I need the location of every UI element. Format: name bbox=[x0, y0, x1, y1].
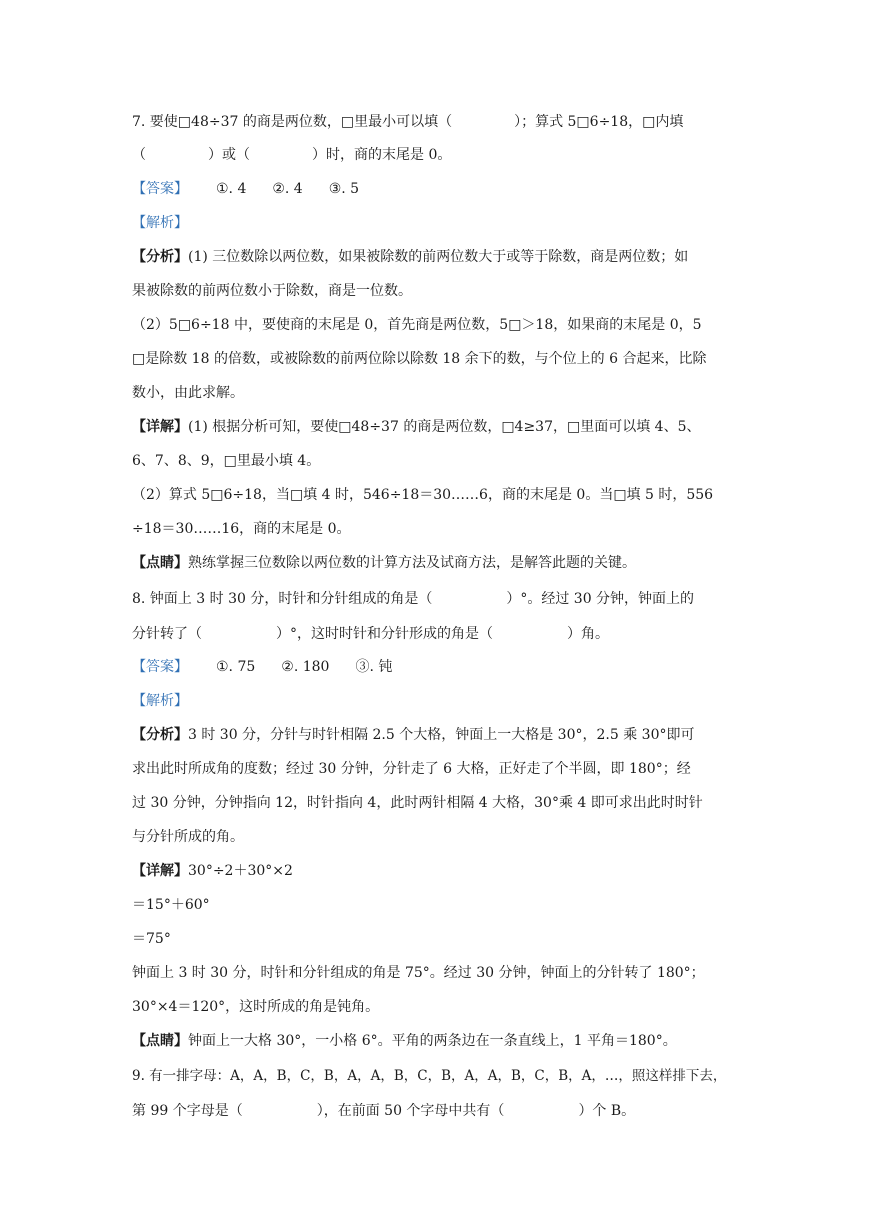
q8-stem-line-1: 8. 钟面上 3 时 30 分，时针和分针组成的角是（ ）°。经过 30 分钟，钟面上的 bbox=[132, 591, 695, 607]
q8-xiangjie-line-2: ＝15°＋60° bbox=[132, 897, 210, 913]
q8-xiangjie-line-4: 钟面上 3 时 30 分，时针和分针组成的角是 75°。经过 30 分钟，钟面上的分针转了 180°； bbox=[132, 965, 705, 981]
q8-xiangjie-line-3: ＝75° bbox=[132, 931, 171, 947]
q8-stem-line-2: 分针转了（ ）°，这时时针和分针形成的角是（ ）角。 bbox=[132, 626, 609, 642]
answer-label: 【答案】 bbox=[132, 181, 188, 197]
q7-xiangjie-line-2: 6、7、8、9，□里最小填 4。 bbox=[132, 453, 321, 469]
q7-stem-line-2: （ ）或（ ）时，商的末尾是 0。 bbox=[132, 147, 452, 163]
q8-xiangjie-line-1: 【详解】30°÷2＋30°×2 bbox=[132, 863, 293, 879]
q8-fenxi-line-1: 【分析】3 时 30 分，分针与时针相隔 2.5 个大格，钟面上一大格是 30°，2.5 乘 30°即可 bbox=[132, 727, 695, 743]
q8-fenxi-line-4: 与分针所成的角。 bbox=[132, 829, 244, 845]
q7-fenxi-line-3: （2）5□6÷18 中，要使商的末尾是 0，首先商是两位数，5□＞18，如果商的末尾是 0，5 bbox=[132, 317, 702, 333]
q7-xiangjie-line-4: ÷18＝30……16，商的末尾是 0。 bbox=[132, 521, 351, 537]
answer-label: 【答案】 bbox=[132, 659, 188, 675]
q7-xiangjie-line-3: （2）算式 5□6÷18，当□填 4 时，546÷18＝30……6，商的末尾是 0。当□填 5 时，556 bbox=[132, 487, 714, 503]
fenxi-tag: 【分析】 bbox=[132, 249, 188, 265]
fenxi-tag: 【分析】 bbox=[132, 727, 188, 743]
q7-analysis-label: 【解析】 bbox=[132, 215, 188, 231]
xiangjie-tag: 【详解】 bbox=[132, 863, 188, 879]
q9-stem-line-1: 9. 有一排字母：A，A，B，C，B，A，A，B，C，B，A，A，B，C，B，A，…，照这样排下去， bbox=[132, 1068, 727, 1084]
q9-stem-line-2: 第 99 个字母是（ ），在前面 50 个字母中共有（ ）个 B。 bbox=[132, 1103, 636, 1119]
q8-answer: 【答案】 ①. 75 ②. 180 ③. 钝 bbox=[132, 659, 393, 675]
q7-fenxi-line-2: 果被除数的前两位数小于除数，商是一位数。 bbox=[132, 283, 412, 299]
q7-xiangjie-line-1: 【详解】(1) 根据分析可知，要使□48÷37 的商是两位数，□4≥37，□里面可以填 4、5、 bbox=[132, 419, 701, 435]
q7-answer: 【答案】 ①. 4 ②. 4 ③. 5 bbox=[132, 181, 360, 197]
q8-dianjing: 【点睛】钟面上一大格 30°，一小格 6°。平角的两条边在一条直线上，1 平角＝180°。 bbox=[132, 1033, 677, 1049]
q8-analysis-label: 【解析】 bbox=[132, 693, 188, 709]
dianjing-tag: 【点睛】 bbox=[132, 555, 188, 571]
q8-fenxi-line-3: 过 30 分钟，分钟指向 12，时针指向 4，此时两针相隔 4 大格，30°乘 4 即可求出此时时针 bbox=[132, 795, 703, 811]
q8-xiangjie-line-5: 30°×4＝120°，这时所成的角是钝角。 bbox=[132, 999, 380, 1015]
q8-fenxi-line-2: 求出此时所成角的度数；经过 30 分钟，分针走了 6 大格，正好走了个半圆，即 180°；经 bbox=[132, 761, 691, 777]
q7-dianjing: 【点睛】熟练掌握三位数除以两位数的计算方法及试商方法，是解答此题的关键。 bbox=[132, 555, 636, 571]
q7-fenxi-line-5: 数小，由此求解。 bbox=[132, 385, 244, 401]
xiangjie-tag: 【详解】 bbox=[132, 419, 188, 435]
q7-fenxi-line-1: 【分析】(1) 三位数除以两位数，如果被除数的前两位数大于或等于除数，商是两位数；如 bbox=[132, 249, 689, 265]
dianjing-tag: 【点睛】 bbox=[132, 1033, 188, 1049]
q7-fenxi-line-4: □是除数 18 的倍数，或被除数的前两位除以除数 18 余下的数，与个位上的 6 合起来，比除 bbox=[132, 351, 707, 367]
q7-stem-line-1: 7. 要使□48÷37 的商是两位数，□里最小可以填（ ）；算式 5□6÷18，□内填 bbox=[132, 114, 684, 130]
